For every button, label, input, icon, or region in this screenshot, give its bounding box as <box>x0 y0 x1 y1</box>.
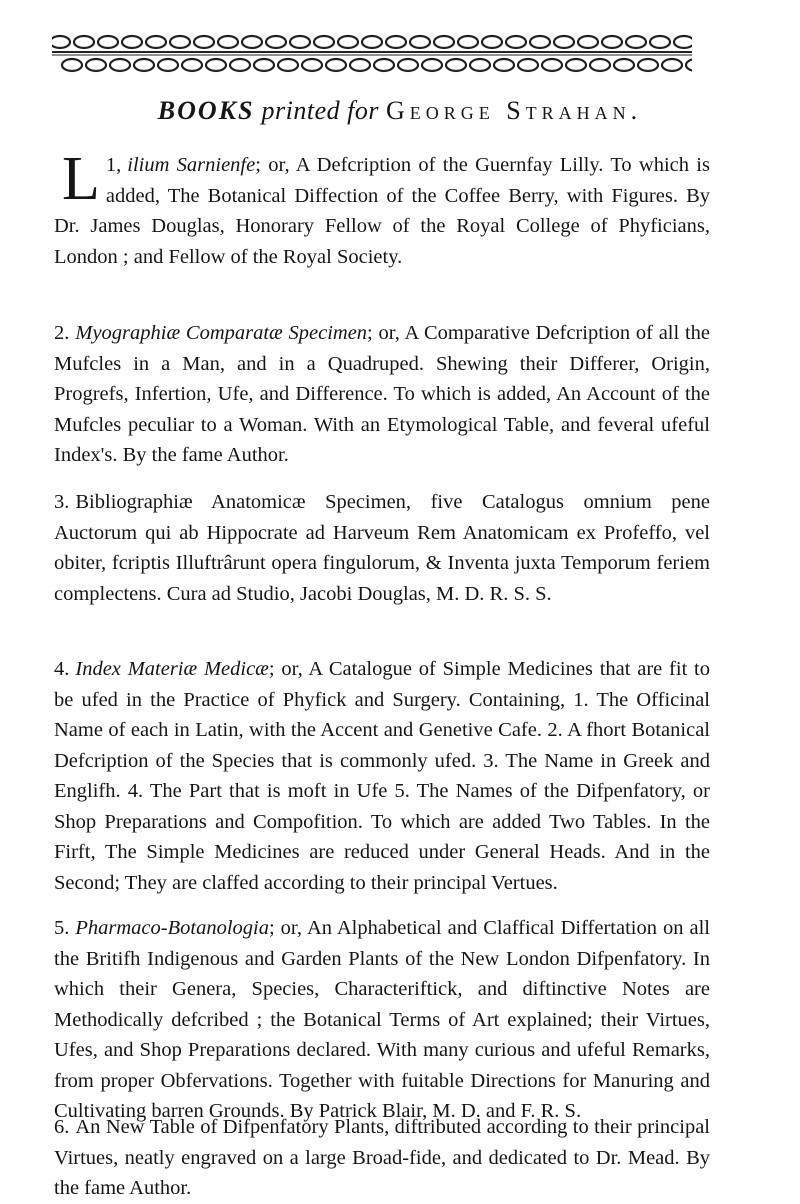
book-entry-5 <box>54 913 710 1127</box>
heading-books: BOOKS <box>157 96 255 125</box>
entry-number: 2. <box>54 322 70 344</box>
entry-number: 3. <box>54 491 70 513</box>
entry-text: ; or, A Defcription of the Guernfay Lilly. To which is added, The Botanical Diffection of the Coffee Berry, with Figures. By Dr. James Douglas, Honorary Fellow of the Royal College of Phyficians, London ; and Fellow of the Royal Society. <box>54 154 710 268</box>
entry-text: An New Table of Difpenfatory Plants, diftributed according to their principal Virtues, neatly engraved on a large Broad-fide, and dedicated to Dr. Mead. By the fame Author. <box>54 1116 710 1199</box>
book-entry-1 <box>54 145 710 272</box>
entry-title: Pharmaco-Botanologia <box>75 917 269 939</box>
entry-number: 6. <box>54 1116 70 1138</box>
heading-publisher: George Strahan. <box>385 96 643 125</box>
entry-text: ; or, A Comparative Defcription of all the Mufcles in a Man, and in a Quadruped. Shewing their Differer, Origin, Progrefs, Infertion, Ufe, and Difference. To which is added, An Account of the Mufcles peculiar to a Woman. With an Etymological Table, and feveral ufeful Index's. By the fame Author. <box>54 322 710 466</box>
entry-text: ; or, An Alphabetical and Claffical Differtation on all the Britifh Indigenous and Garden Plants of the New London Difpenfatory. In which their Genera, Species, Characteriftick, and diftinctive Notes are Methodically defcribed ; the Botanical Terms of Art explained; their Virtues, Ufes, and Shop Preparations declared. With many curious and ufeful Remarks, from proper Obfervations. Together with fuitable Directions for Manuring and Cultivating barren Grounds. By Patrick Blair, M. D. and F. R. S. <box>54 917 710 1122</box>
entry-number: 5. <box>54 917 70 939</box>
page-heading <box>0 96 800 126</box>
entry-number: 4. <box>54 658 70 680</box>
entry-title: Myographiæ Comparatæ Specimen <box>75 322 368 344</box>
entry-text: Bibliographiæ Anatomicæ Specimen, five Catalogus omnium pene Auctorum qui ab Hippocrate ad Harveum Rem Anatomicam ex Profeffo, vel obiter, fcriptis Illuftrârunt opera fingulorum, & Inventa juxta Temporum feriem complectens. Cura ad Studio, Jacobi Douglas, M. D. R. S. S. <box>54 491 710 605</box>
drop-cap: L <box>62 145 100 213</box>
heading-printed-for: printed for <box>261 96 379 125</box>
entry-title: ilium Sarnienfe <box>127 154 256 176</box>
entry-number: 1, <box>105 154 122 176</box>
ornamental-border <box>52 30 692 76</box>
entry-title: Index Materiæ Medicæ <box>75 658 269 680</box>
book-entry-6 <box>54 1112 710 1204</box>
ornament-band-icon <box>52 30 692 76</box>
entry-text: ; or, A Catalogue of Simple Medicines that are fit to be ufed in the Practice of Phyfick and Surgery. Containing, 1. The Officinal Name of each in Latin, with the Accent and Genetive Cafe. 2. A fhort Botanical Defcription of the Species that is commonly ufed. 3. The Name in Greek and Englifh. 4. The Part that is moft in Ufe 5. The Names of the Difpenfatory, or Shop Preparations and Compofition. To which are added Two Tables. In the Firft, The Simple Medicines are reduced under General Heads. And in the Second; They are claffed according to their principal Vertues. <box>54 658 711 894</box>
book-entry-2 <box>54 318 710 471</box>
book-entry-4 <box>54 654 710 898</box>
book-entry-3 <box>54 487 710 609</box>
